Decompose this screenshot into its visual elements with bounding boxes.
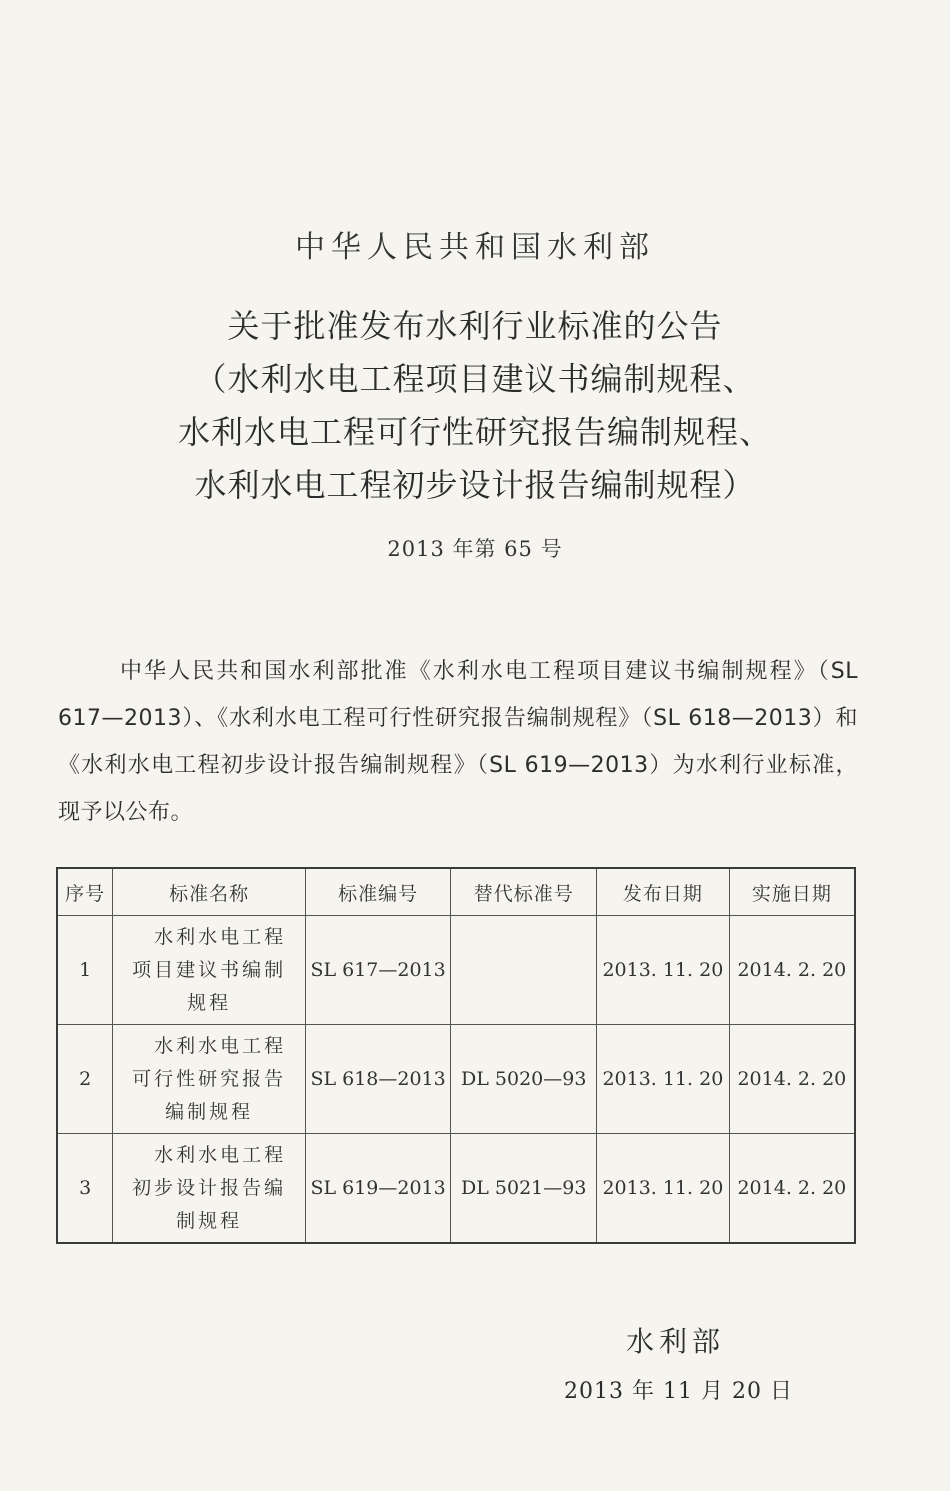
- title-line: 关于批准发布水利行业标准的公告: [227, 307, 723, 345]
- cell-code: SL 617—2013: [305, 916, 451, 1025]
- cell-name: [113, 1025, 305, 1134]
- cell-effective: 2014. 2. 20: [729, 1025, 855, 1134]
- title-line: 水利水电工程可行性研究报告编制规程、: [177, 413, 772, 451]
- name-line: 规程: [187, 991, 232, 1014]
- table-row: [57, 1025, 855, 1134]
- cell-code: SL 618—2013: [305, 1025, 451, 1134]
- signer: 水利部: [626, 1325, 726, 1358]
- cell-seq: 2: [57, 1025, 113, 1134]
- header-seq: 序号: [57, 868, 113, 916]
- cell-issued: 2013. 11. 20: [597, 916, 730, 1025]
- cell-seq: 3: [57, 1134, 113, 1244]
- title-line: 水利水电工程初步设计报告编制规程）: [194, 466, 756, 504]
- issuer-heading: 中华人民共和国水利部: [295, 230, 655, 265]
- cell-name: [113, 1134, 305, 1244]
- cell-code: SL 619—2013: [305, 1134, 451, 1244]
- title-line: （水利水电工程项目建议书编制规程、: [194, 360, 756, 398]
- header-name: 标准名称: [113, 868, 305, 916]
- table-header-row: [57, 868, 855, 916]
- cell-effective: 2014. 2. 20: [729, 916, 855, 1025]
- name-line: 水利水电工程: [154, 925, 287, 948]
- table-row: [57, 916, 855, 1025]
- cell-name: [113, 916, 305, 1025]
- cell-replaces: DL 5020—93: [451, 1025, 597, 1134]
- cell-replaces: DL 5021—93: [451, 1134, 597, 1244]
- header-issued: 发布日期: [597, 868, 730, 916]
- standards-table: [56, 867, 856, 1244]
- header-effective: 实施日期: [729, 868, 855, 916]
- name-line: 编制规程: [165, 1100, 254, 1123]
- table-row: [57, 1134, 855, 1244]
- name-line: 制规程: [176, 1209, 243, 1232]
- announcement-title: [0, 300, 950, 512]
- cell-issued: 2013. 11. 20: [597, 1134, 730, 1244]
- cell-issued: 2013. 11. 20: [597, 1025, 730, 1134]
- cell-seq: 1: [57, 916, 113, 1025]
- cell-effective: 2014. 2. 20: [729, 1134, 855, 1244]
- body-paragraph: 中华人民共和国水利部批准《水利水电工程项目建议书编制规程》（SL 617—2013）、《水利水电工程可行性研究报告编制规程》（SL 618—2013）和《水利水电工程初步设计报告编制规程》（SL 619—2013）为水利行业标准，现予以公布。: [58, 659, 858, 825]
- name-line: 水利水电工程: [154, 1143, 287, 1166]
- document-number: 2013 年第 65 号: [387, 537, 563, 561]
- header-code: 标准编号: [305, 868, 451, 916]
- name-line: 可行性研究报告: [132, 1067, 287, 1090]
- header-replaces: 替代标准号: [451, 868, 597, 916]
- name-line: 项目建议书编制: [132, 958, 287, 981]
- signing-date: 2013 年 11 月 20 日: [564, 1379, 793, 1404]
- name-line: 初步设计报告编: [132, 1176, 287, 1199]
- cell-replaces: [451, 916, 597, 1025]
- name-line: 水利水电工程: [154, 1034, 287, 1057]
